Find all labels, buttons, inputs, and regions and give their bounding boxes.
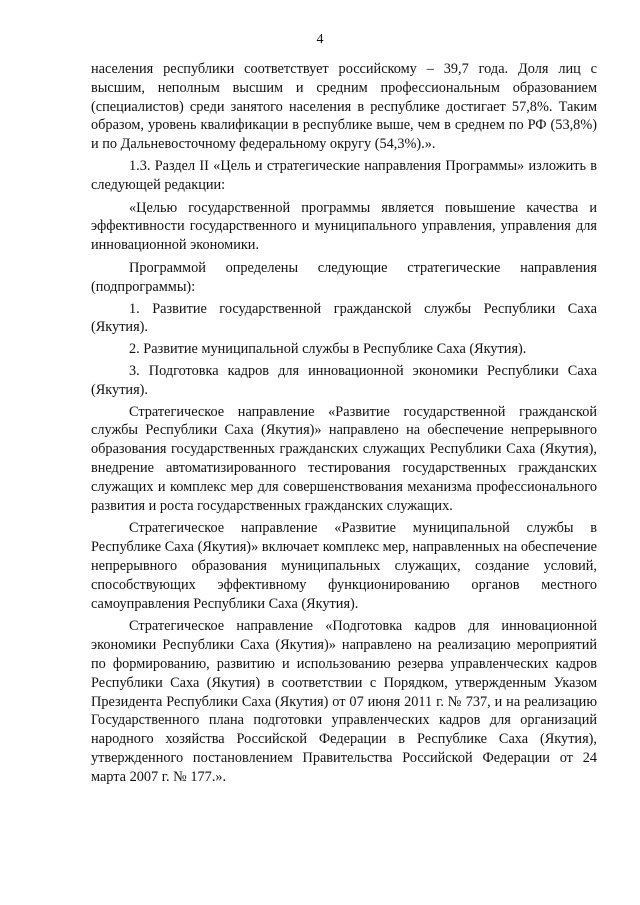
document-text-body <box>91 60 597 786</box>
paragraph-section-amendment: 1.3. Раздел II «Цель и стратегические направления Программы» изложить в следующей редакции: <box>91 157 597 193</box>
list-item-civil-service: 1. Развитие государственной гражданской службы Республики Саха (Якутия). <box>91 300 597 336</box>
paragraph-municipal-service-direction: Стратегическое направление «Развитие муниципальной службы в Республике Саха (Якутия)» включает комплекс мер, направленных на обеспечение непрерывного образования муниципальных служащих, создание условий, способствующих эффективному функционированию органов местного самоуправления Республики Саха (Якутия). <box>91 520 597 612</box>
list-item-municipal-service: 2. Развитие муниципальной службы в Республике Саха (Якутия). <box>129 341 527 358</box>
page-number: 4 <box>316 32 324 47</box>
paragraph-civil-service-direction: Стратегическое направление «Развитие государственной гражданской службы Республики Саха (Якутия)» направлено на обеспечение непрерывного образования государственных гражданских служащих Республики Саха (Якутия), внедрение автоматизированного тестирования государственных гражданских служащих и комплекс мер для совершенствования механизма профессионального развития и роста государственных гражданских служащих. <box>91 403 597 514</box>
paragraph-program-goal: «Целью государственной программы является повышение качества и эффективности государственного и муниципального управления, управления для инновационной экономики. <box>91 199 597 254</box>
paragraph-strategic-directions-intro: Программой определены следующие стратегические направления (подпрограммы): <box>91 259 597 295</box>
paragraph-population-education-continuation: населения республики соответствует российскому – 39,7 года. Доля лиц с высшим, неполным высшим и средним профессиональным образованием (специалистов) среди занятого населения в республике достигает 57,8%. Таким образом, уровень квалификации в республике выше, чем в среднем по РФ (53,8%) и по Дальневосточному федеральному округу (54,3%).». <box>91 61 597 153</box>
list-item-personnel-training: 3. Подготовка кадров для инновационной экономики Республики Саха (Якутия). <box>91 362 597 398</box>
paragraph-personnel-training-direction: Стратегическое направление «Подготовка кадров для инновационной экономики Республики Саха (Якутия)» направлено на реализацию мероприятий по формированию, развитию и использованию резерва управленческих кадров Республики Саха (Якутия) в соответствии с Порядком, утвержденным Указом Президента Республики Саха (Якутия) от 07 июня 2011 г. № 737, и на реализацию Государственного плана подготовки управленческих кадров для организаций народного хозяйства Российской Федерации в Республике Саха (Якутия), утвержденного постановлением Правительства Российской Федерации от 24 марта 2007 г. № 177.». <box>91 618 597 785</box>
